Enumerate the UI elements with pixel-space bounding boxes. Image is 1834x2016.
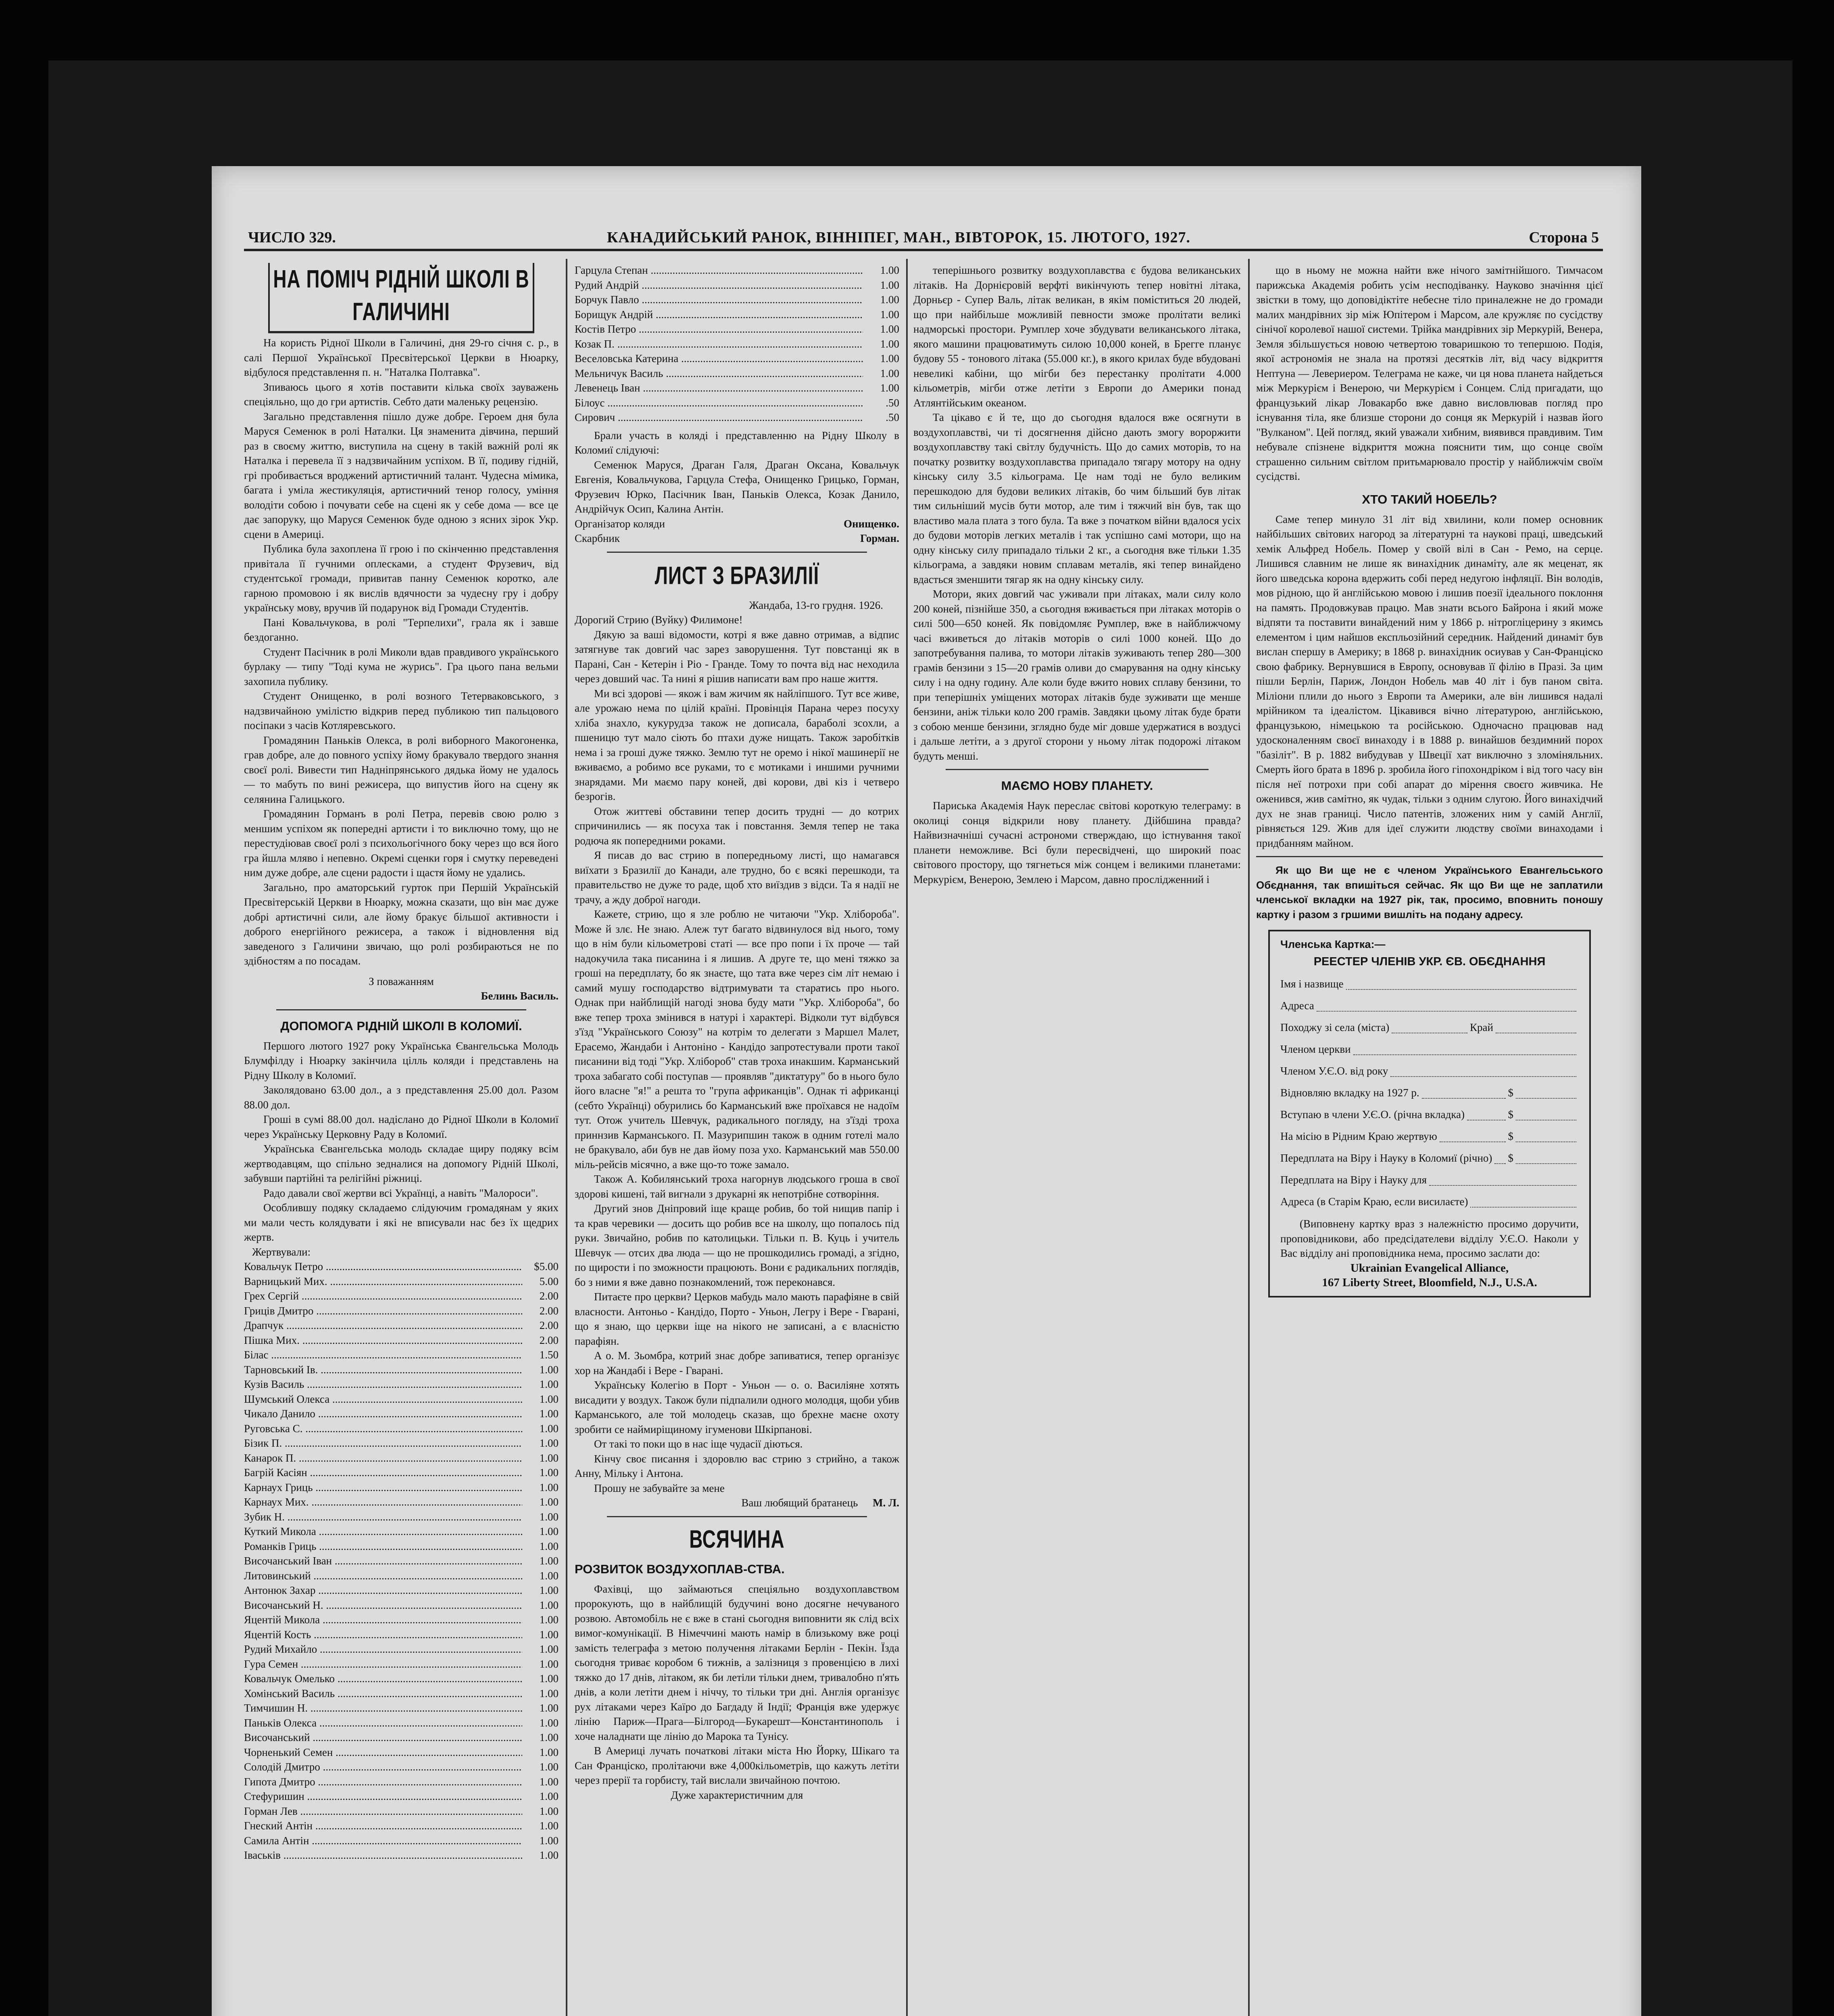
field-label: Відновляю вкладку на 1927 р. — [1280, 1087, 1419, 1099]
field-suffix: $ — [1508, 1130, 1513, 1142]
article-headline: ЛИСТ З БРАЗИЛІЇ — [654, 561, 819, 589]
treasurer-name: Горман. — [860, 532, 899, 544]
field-suffix: $ — [1508, 1152, 1513, 1164]
donor-name: Ковальчук Петро ..... — [244, 1259, 522, 1274]
donor-amount: 1.00 — [539, 1437, 559, 1449]
article-headline: НА ПОМІЧ РІДНІЙ ШКОЛІ В ГАЛИЧИНІ — [268, 263, 534, 333]
donor-amount: 1.00 — [539, 1363, 559, 1376]
field-label: Імя і назвище — [1280, 978, 1344, 990]
donor-row — [244, 1686, 559, 1701]
paragraph: Загально представлення пішло дуже добре. Героем дня була Маруся Семенюк в ролі Наталки. Ця знаменита дівчина, перший раз в своєму життю, виступила на сцену в такій важній ролі як Наталка і перевела її з надзвичайним успіхом. В її, подиву гідній, грі пробивається вроджений артистичний талант. Чудесна мімика, багата і умілa жестикуляція, артистичний тенор голосу, уміння володіти собою і почувати себе на сцені як у себе дома — все це дає запоруку, що Маруся Семенюк буде одною з ясних зірок Укр. сцени в Америці. — [244, 410, 559, 540]
donor-name: Веселовська Катерина ..... — [575, 351, 863, 366]
donor-name: Височанський Н. ..... — [244, 1598, 522, 1613]
donor-amount: 1.00 — [539, 1775, 559, 1788]
donor-name: Гарцула Степан ..... — [575, 263, 863, 278]
field-label: На місію в Рідним Краю жертвую — [1280, 1130, 1437, 1142]
field-blank[interactable] — [1470, 1191, 1576, 1208]
donor-row — [244, 1465, 559, 1480]
donor-row — [244, 1774, 559, 1789]
donor-amount: .50 — [886, 396, 899, 409]
field-blank[interactable] — [1516, 1125, 1576, 1142]
donor-row — [575, 322, 899, 337]
paragraph: А о. М. Зьомбра, котрий знає добре запиватися, тепер організує хор на Жандабі і Вере - Гварані. — [575, 1350, 899, 1377]
paragraph: Кінчу своє писання і здоровлю вас стрию з стрийно, а також Анну, Мільку і Антона. — [575, 1452, 899, 1479]
paragraph: Заколядовано 63.00 дол., а з представлення 25.00 дол. Разом 88.00 дол. — [244, 1084, 559, 1111]
donor-row — [244, 1480, 559, 1495]
donor-name: Гура Семен ..... — [244, 1657, 522, 1672]
field-label: Адреса — [1280, 1000, 1314, 1012]
donor-name: Яцентій Кость ..... — [244, 1627, 522, 1642]
donor-name: Литовинський ..... — [244, 1568, 522, 1583]
paragraph: Громадянин Паньків Олекса, в ролі виборного Макогоненка, грав добре, але до повного успіху йому бракувало твердого знання своєї ролі. Вивести тип Наднiпрянського дядька йому не удалось — то мабуть по вині режисера, що випустив його на сцену як селянина Галицького. — [244, 734, 559, 805]
paragraph: Громадянин Горманъ в ролі Петра, перевів свою ролю з меншим успіхом як попередні артисти і то виключно тому, що не перестудіював своєї ролі з психольогічного боку через що вся його гра йшла мляво і непевно. Окремі сценки горя і смутку переведені ним дуже добре, але сцени радости і щастя йому не удались. — [244, 808, 559, 879]
donor-amount: 1.00 — [539, 1378, 559, 1390]
donor-row — [244, 1760, 559, 1774]
donor-name: Солодій Дмитро ..... — [244, 1760, 522, 1774]
donor-row — [575, 337, 899, 352]
divider — [276, 1009, 526, 1010]
newspaper-page — [212, 166, 1641, 2016]
donor-amount: 2.00 — [539, 1290, 559, 1302]
donor-amount: 1.00 — [539, 1481, 559, 1493]
newspaper-title: КАНАДИЙСЬКИЙ РАНОК, ВІННІПЕГ, МАН., ВІВТОРОК, 15. ЛЮТОГО, 1927. — [607, 229, 1190, 246]
donor-amount: 1.00 — [880, 337, 899, 350]
paragraph: Брали участь в коляді і представленню на Рідну Школу в Коломиї слідуючі: — [575, 429, 899, 456]
article-body — [575, 627, 899, 1496]
donor-row — [244, 1730, 559, 1745]
donor-amount: 2.00 — [539, 1334, 559, 1346]
article-body — [244, 335, 559, 968]
org-label: Організатор коляди — [575, 517, 665, 530]
donor-amount: 2.00 — [539, 1304, 559, 1317]
field-label: Членом У.Є.О. від року — [1280, 1065, 1388, 1077]
field-blank[interactable] — [1422, 1082, 1506, 1099]
donor-name: Карнаух Гриць ..... — [244, 1480, 522, 1495]
form-field[interactable] — [1280, 995, 1579, 1016]
donor-row — [244, 1524, 559, 1539]
column-1 — [244, 263, 559, 2016]
donor-amount: 1.00 — [880, 294, 899, 306]
donor-name: Шумський Олекса ..... — [244, 1392, 522, 1407]
paragraph: Мотори, яких довгий час уживали при літаках, мали силу коло 200 коней, пізнійше 350, а сьогодня вживається при літаках моторів о силі 500—650 коней. Як повідомляє Румплер, вже в найближчому часі вживеться до літаків моторів о силі 1000 коней. Що до запотребування палива, то мотори літаків зуживають тепер 280—300 грамів бензини з 15—20 грамів оливи до смарування на одну кінську силу і на одну годину. Але коли буде вжито нових сплаву бензини, то при теперішніх уміщених моторах літаків буде зуживати ще менше бензини, аніж тільки коло 200 грамів. Завдяки цьому літак буде брати з собою менше бензини, зглядно буде міг довше удержатися в воздусі і дальше летіти, а з другої сторони у ньому літак подорожі літаком будуть менші. — [913, 588, 1241, 762]
donor-amount: 1.00 — [880, 323, 899, 335]
donor-name: Чикало Данило ..... — [244, 1406, 522, 1421]
donor-row — [575, 366, 899, 381]
donor-row — [244, 1318, 559, 1333]
form-field[interactable] — [1280, 1104, 1579, 1125]
field-blank[interactable] — [1392, 1016, 1467, 1033]
donor-name: Антонюк Захар ..... — [244, 1583, 522, 1598]
donor-amount: 1.00 — [539, 1746, 559, 1758]
donor-name: Мельничук Василь ..... — [575, 366, 863, 381]
article-headline: ХТО ТАКИЙ НОБЕЛЬ? — [1362, 492, 1497, 506]
article-headline: РОЗВИТОК ВОЗДУХОПЛАВ-СТВА. — [575, 1562, 785, 1576]
form-field[interactable] — [1280, 973, 1579, 995]
card-title: Членська Картка:— — [1280, 938, 1386, 950]
paragraph: Українська Євангельська молодь складае щиру подяку всім жертводавцям, що спільно зедналися на допомогу Рідній Школі, забувши партійні та релігійні ріжниці. — [244, 1143, 559, 1184]
donor-row — [244, 1804, 559, 1819]
donor-row — [244, 1671, 559, 1686]
donor-name: Борищук Андрій ..... — [575, 307, 863, 322]
donor-name: Білоус ..... — [575, 396, 863, 410]
field-suffix: Край — [1470, 1021, 1493, 1033]
field-blank[interactable] — [1353, 1038, 1576, 1055]
donor-name: Драпчук ..... — [244, 1318, 522, 1333]
paragraph: На користь Рідної Школи в Галичині, дня 29-го січня с. р., в салі Першої Української Пресвітерської Церкви в Нюарку, відбулося представлення п. н. "Наталка Полтавка". — [244, 337, 559, 378]
donor-name: Горман Лев ..... — [244, 1804, 522, 1819]
paragraph: Дякую за ваші відомости, котрі я вже давно отримав, а відпис затягнуве так довгий час зарез заворушення. Тут повстанці як в Паранi, Сан - Кетерін і Ріо - Гранде. Тому то почта від нас неходила через довший час. Та нині я рішив написати вам про наше життя. — [575, 628, 899, 685]
donor-name: Варницький Мих. ..... — [244, 1274, 522, 1289]
paragraph: Париська Академія Наук переслає світові короткую телеграму: в околиці сонця відкрили нову планету. Дійбшина правда? Найвизначніші сучасні астрономи стверждаю, що істнування такої планети неможливе. Всі були пересвідчені, що широкий поас світового простору, що тягнеться між сонцем і великими планетами: Меркурієм, Венерою, Землею і Марсом, давно прослідженний і — [913, 800, 1241, 885]
paragraph: що в ньому не можна найти вже нічого замітнійшого. Тимчасом парижська Академія робить усім несподіванку. Науково значіння цієї звістки в тому, що доповідіктіте небесне тіло приналежне не до громади малих мандрівних зір між Юпітером і Марсом, але кружляє по сусідству сінічої королевої нашої системи. Трійка мандрівних зір Меркурій, Венера, Земля збільшується новою четвертою товаришкою то тепершою. Подія, якої астрономія не знала на протязі десятків літ, від часу відкриття Нептуна — Левериером. Телеграма не каже, чи ця нова планета найдеться між Меркурієм і Венерою, чи Меркурієм і Сонцем. Слід пригадати, що французький лікар Ловакарбо вже давно висловлював погляд про існування тіла, яке близше сторони до сонця як Меркурій і назвав його "Вулканом". Цей погляд, який уважали хибним, виявився правдивим. Тим небувале спізнене відкриття можна пояснити тим, що сонце своїм страшенно сильним світлом притьмарювало простір у найближчім своїм сусідстві. — [1256, 264, 1603, 482]
donor-row — [244, 1818, 559, 1833]
donor-name: Стефуришин ..... — [244, 1789, 522, 1804]
donor-name: Зубик Н. ..... — [244, 1510, 522, 1524]
column-2 — [575, 263, 899, 2016]
donor-row — [244, 1716, 559, 1731]
donor-row — [244, 1333, 559, 1348]
field-label: Передплата на Віру і Науку в Коломиї (річно) — [1280, 1152, 1492, 1164]
field-blank[interactable] — [1516, 1082, 1576, 1099]
donor-name: Височанський Іван ..... — [244, 1554, 522, 1568]
donor-row — [244, 1274, 559, 1289]
donor-amount: 1.00 — [880, 308, 899, 321]
donor-name: Яцентій Микола ..... — [244, 1612, 522, 1627]
page-number: Сторона 5 — [1529, 229, 1599, 246]
article-headline: МАЄМО НОВУ ПЛАНЕТУ. — [1001, 779, 1153, 793]
donor-amount: 1.00 — [539, 1790, 559, 1802]
donor-amount: 1.00 — [539, 1452, 559, 1464]
donor-amount: 1.00 — [539, 1658, 559, 1670]
paragraph: Прошу не забувайте за мене — [594, 1482, 725, 1494]
donor-name: Борчук Павло ..... — [575, 292, 863, 307]
form-field[interactable] — [1280, 1147, 1579, 1169]
donor-row — [244, 1539, 559, 1554]
donor-name: Костів Петро ..... — [575, 322, 863, 337]
signature-name: М. Л. — [873, 1497, 899, 1509]
donor-name: Хомінський Василь ..... — [244, 1686, 522, 1701]
donor-name: Козак П. ..... — [575, 337, 863, 352]
field-label: Вступаю в члени У.Є.О. (річна вкладка) — [1280, 1108, 1465, 1120]
donor-amount: 1.00 — [539, 1687, 559, 1699]
column-4 — [1256, 263, 1603, 2016]
membership-appeal: Як що Ви ще не є членом Українського Евангельського Обєднання, так впишіться сейчас. Як що Ви ще не заплатили членської вкладки на 1927 рік, так, просимо, вповнить поношу картку і разом з гршими вишліть на подану адресу. — [1256, 864, 1603, 921]
paragraph: От такі то поки що в нас іще чудасії діються. — [594, 1438, 803, 1450]
donor-row — [575, 307, 899, 322]
donor-list — [575, 263, 899, 425]
donor-amount: 1.00 — [539, 1599, 559, 1611]
donor-name: Грех Сергій ..... — [244, 1289, 522, 1304]
donor-amount: 1.00 — [539, 1584, 559, 1596]
paragraph: Зпиваюсь цього я хотів поставити кілька своїх зауважень спеціяльно, що до гри артистів. Себто дати маленьку рецензію. — [244, 381, 559, 408]
donor-name: Карнаух Мих. ..... — [244, 1495, 522, 1510]
field-label: Адреса (в Старім Краю, если висилаєте) — [1280, 1195, 1468, 1208]
paragraph: В Америці лучать початкові літаки міста Ню Йорку, Шікаго та Сан Франціско, пролітаючи вже 4,000кільометрів, що кажуть летіти через прерії та горбисту, тай вислали звичайною почтою. — [575, 1745, 899, 1786]
paragraph: Студент Онищенко, в ролі возного Тетерваковського, з надзвичайною умілістю відкрив перед публикою тип пальцового посіпаки з часів Котляревського. — [244, 690, 559, 731]
field-blank[interactable] — [1429, 1169, 1576, 1186]
donor-row — [244, 1304, 559, 1318]
donor-name: Канарок П. ..... — [244, 1451, 522, 1466]
donor-row — [575, 410, 899, 425]
donor-name: Бізик П. ..... — [244, 1436, 522, 1451]
greeting: Дорогий Стрию (Вуйку) Филимоне! — [575, 614, 743, 626]
field-blank[interactable] — [1496, 1016, 1576, 1033]
org-name: Онищенко. — [844, 517, 899, 530]
paragraph: Українську Колегію в Порт - Уньон — о. о. Василіяне хотять висадити у воздух. Також були підпалили одного молодця, щоби убив Карманського, але той молодець сказав, що брехне маєне охоту зробити се наймиріщиному ігуменови Шкірпанові. — [575, 1379, 899, 1435]
donors-label: Жертвували: — [252, 1245, 311, 1258]
donor-amount: 1.00 — [880, 279, 899, 291]
paragraph: Першого лютого 1927 року Українська Євангельська Молодь Блумфілду і Нюарку закінчила цілль коляди і представлень на Рідну Школу в Коломиї. — [244, 1039, 559, 1081]
donor-amount: 1.50 — [539, 1349, 559, 1361]
donor-amount: 1.00 — [539, 1422, 559, 1435]
donor-name: Куткий Микола ..... — [244, 1524, 522, 1539]
field-label: Передплата на Віру і Науку для — [1280, 1174, 1427, 1186]
issue-number: ЧИСЛО 329. — [248, 229, 336, 246]
paragraph: Радо давали свої жертви всі Українці, а навіть "Малороси". — [263, 1187, 538, 1199]
donor-amount: 1.00 — [539, 1393, 559, 1405]
field-blank[interactable] — [1346, 973, 1576, 990]
donor-amount: 1.00 — [539, 1820, 559, 1832]
donor-name: Ковальчук Омелько ..... — [244, 1671, 522, 1686]
paragraph: Гроші в сумі 88.00 дол. надіслано до Рідної Школи в Коломиї через Українську Церковну Раду в Коломиї. — [244, 1113, 559, 1140]
donor-amount: 5.00 — [539, 1275, 559, 1287]
donor-list — [244, 1259, 559, 1863]
donor-row — [244, 1392, 559, 1407]
donor-amount: 1.00 — [880, 367, 899, 379]
article-body — [575, 428, 899, 516]
donor-amount: 1.00 — [539, 1569, 559, 1582]
donor-amount: 1.00 — [539, 1731, 559, 1743]
form-field[interactable] — [1280, 1082, 1579, 1104]
donor-row — [244, 1848, 559, 1863]
article-body — [1256, 512, 1603, 851]
donor-name: Тарновський Ів. ..... — [244, 1362, 522, 1377]
donor-name: Левенець Іван ..... — [575, 381, 863, 396]
donor-name: Рудий Михайло ..... — [244, 1642, 522, 1657]
card-heading: РЕЕСТЕР ЧЛЕНІВ УКР. ЄВ. ОБЄДНАННЯ — [1313, 955, 1546, 968]
donor-name: Білас ..... — [244, 1347, 522, 1362]
donor-name: Іваськів ..... — [244, 1848, 522, 1863]
donor-row — [244, 1362, 559, 1377]
donor-name: Чорненький Семен ..... — [244, 1745, 522, 1760]
paragraph: Особлившу подяку складаемо слідуючим громадянам у яких ми мали честь колядувати і які не вписували нас без їх щедрих жертв. — [244, 1202, 559, 1243]
form-field[interactable] — [1280, 1169, 1579, 1191]
donor-amount: 1.00 — [539, 1716, 559, 1729]
donor-name: Тимчишин Н. ..... — [244, 1701, 522, 1716]
donor-name: Романків Гриць ..... — [244, 1539, 522, 1554]
paragraph: Ми всі здорові — якож і вам жичим як найліпшого. Тут все живе, але урожаю нема по цілій країні. Провінція Парана через посуху хліба знахло, кукурудза також не дописала, бараболі зсохли, а пшеницю тут мало сіють бо птахи дуже нищать. Також заробітків нема і за гроші дуже тяжко. Землю тут не оремо і нікої машинерії не вживаємо, а робимо все руками, то є мотиками і иншими ручними знарядами. Ми маємо пару коней, дві корови, дві кіз і четверо безрогів. — [575, 687, 899, 802]
paragraph: Загально, про аматорський гурток при Першій Українській Пресвітерській Церкви в Нюарку, можна сказати, що він має дуже добрі артистичні сили, але йому бракує більшої активности і доброго енергійного режисера, а також і відновлення від заведеного з Галичини звичаю, що ролі розбираються не по здібностям а по посадам. — [244, 881, 559, 967]
donor-row — [575, 278, 899, 293]
donor-name: Самила Антін ..... — [244, 1833, 522, 1848]
field-suffix: $ — [1508, 1087, 1513, 1099]
donor-amount: 1.00 — [539, 1628, 559, 1641]
column-3 — [913, 263, 1241, 2016]
form-field[interactable] — [1280, 1038, 1579, 1060]
donor-amount: 1.00 — [539, 1496, 559, 1508]
donor-row — [244, 1701, 559, 1716]
card-instructions: (Виповнену картку враз з належністю просимо доручити, проповідникови, або предсідателеви відділу У.Є.О. Наколи у Вас відділу ані проповідника нема, просимо заслати до: — [1280, 1218, 1579, 1259]
donor-row — [244, 1421, 559, 1436]
donor-name: Сирович ..... — [575, 410, 863, 425]
donor-amount: 1.00 — [539, 1525, 559, 1537]
paragraph: Саме тепер минуло 31 літ від хвилини, коли помер основник найбільших світових нагород за літературні та наукові праці, шведський хемік Альфред Нобель. Помер у своїй вілі в Сан - Ремо, на серце. Лишився славним не лише як винахідник динаміту, але як меценат, як його шведська корона вдержить собі перед недугою інфляції. Він володів, мов рідною, що й англійською мовою і лишив поезії ідеального поклоння на память. Продовжував працю. Мав знати всього Байрона і який може відпяти та поставити винайдений ним у 1866 р. нітрогліцерину з якимсь елементом і цим найшов експльозійний середник. Найдений динаміт був вислан спершу в Америку; в 1868 р. винахідник осиував у Сан-Франціско свою фабрику. Вернувшися в Европу, основував її філію в Празі. За цим пішли Берлін, Париж, Лондон Нобель мав 40 літ і був паном світа. Міліони плили до нього з Европи та Америки, але він лишився надалі мрійником та ідеалістом. Цікавився вічно літературою, англійською, французькою, німецькою та російською. Одночасно працював над удосконаленням своєї винаходу і в 1888 р. винайшов бездимний порох "базіліт". В р. 1882 вибудував у Швеції хат виключно з зломіняльних. Смерть його брата в 1896 р. зробила його гіпохондріком і від того часу він після неї потрохи при собі апарат до мірення своєго живчика. Не оженився, жив самітно, як чудак, тільки з одним слугою. Його винахідчий дух не знав границі. Число патентів, зложених ним у самій Англії, рівняється 129. Жив для ідеї служити людству своїми винаходами і придбанням майном. — [1256, 513, 1603, 849]
divider — [607, 552, 867, 553]
paragraph: Та цікаво є й те, що до сьогодня вдалося вже осягнути в воздухоплавстві, чи ті досягнення дійсно дають змогу вороржити воздухоплавству такі світлу будучність. Що до самих моторів, то на початку розвитку воздухоплавства припадало тягару мотору на одну кінську силу 3.5 кільограма. Це нам тоді не було великим перешкодою для будови великих літаків, бо чим більший був літак тим сильніший мусів бути мотор, але тим і тяжчий він був, так що властиво мала плата з того була. Та вже з початком війни вдалося усіх до будови моторів легких металів і так успішно самі мотори, що на одну кінську силу припадало тільки 2 кг., а сьогодня вже тільки 1.35 кільограма, а завдяки новим сплавам металів, які тепер винайдено вдасться зменшити тягар як на одну кінську силу. — [913, 411, 1241, 585]
donor-name: Гнеский Антін ..... — [244, 1818, 522, 1833]
article-headline: ДОПОМОГА РІДНІЙ ШКОЛІ В КОЛОМИЇ. — [280, 1018, 522, 1033]
organizers — [575, 516, 899, 546]
donor-name: Височанський ..... — [244, 1730, 522, 1745]
donor-row — [244, 1406, 559, 1421]
field-suffix: $ — [1508, 1108, 1513, 1120]
donor-row — [575, 292, 899, 307]
membership-card — [1268, 930, 1591, 1297]
field-blank[interactable] — [1516, 1147, 1576, 1164]
dateline: Жандаба, 13-го грудня. 1926. — [749, 599, 883, 611]
divider — [1256, 856, 1603, 857]
donor-row — [575, 351, 899, 366]
field-blank[interactable] — [1317, 995, 1576, 1012]
donor-amount: 1.00 — [880, 352, 899, 364]
donor-amount: 1.00 — [539, 1555, 559, 1567]
column-rule — [1248, 259, 1250, 2016]
donor-name: Руговська С. ..... — [244, 1421, 522, 1436]
donor-amount: 1.00 — [539, 1834, 559, 1847]
section-headline: ВСЯЧИНА — [689, 1524, 785, 1553]
column-rule — [566, 259, 567, 2016]
field-blank[interactable] — [1390, 1060, 1576, 1077]
donor-name: Кузів Василь ..... — [244, 1377, 522, 1392]
donor-amount: 1.00 — [539, 1672, 559, 1685]
donor-amount: $5.00 — [534, 1260, 559, 1272]
donor-row — [244, 1436, 559, 1451]
donor-row — [244, 1259, 559, 1274]
donor-amount: 1.00 — [539, 1614, 559, 1626]
paragraph: Питаєте про церкви? Церков мабудь мало мають парафіяне в свій власности. Антоньо - Кандідо, Порто - Уньон, Легру і Вере - Гварані, що я знаю, що церкви іще на нікого не записані, а є власністю парафіян. — [575, 1291, 899, 1347]
donor-amount: 1.00 — [539, 1466, 559, 1479]
letter-signature — [575, 1495, 899, 1510]
field-blank[interactable] — [1440, 1125, 1506, 1142]
signature-label: Ваш любящий братанець — [741, 1497, 858, 1509]
donor-row — [244, 1451, 559, 1466]
donor-amount: 1.00 — [539, 1849, 559, 1861]
article-body — [913, 263, 1241, 763]
form-field[interactable] — [1280, 1191, 1579, 1212]
donor-amount: 1.00 — [539, 1510, 559, 1523]
donor-name: Багрій Касіян ..... — [244, 1465, 522, 1480]
divider — [946, 769, 1209, 770]
field-blank[interactable] — [1516, 1104, 1576, 1120]
donor-row — [575, 381, 899, 396]
donor-amount: 1.00 — [539, 1761, 559, 1773]
paragraph: Отож життеві обставини тепер досить трудні — до котрих спричинились — як посуха так і повстання. Земля тепер не така родюча як попередними роками. — [575, 805, 899, 847]
donor-row — [575, 396, 899, 410]
donor-row — [244, 1568, 559, 1583]
form-field[interactable] — [1280, 1125, 1579, 1147]
donor-row — [244, 1745, 559, 1760]
paragraph: Студент Пасічник в ролі Миколи вдав правдивого українського бурлаку — типу "Тоді кума не журись". Гра цього пана вельми захопила публику. — [244, 646, 559, 687]
field-blank[interactable] — [1467, 1104, 1505, 1120]
donor-amount: 1.00 — [539, 1643, 559, 1655]
donor-row — [244, 1642, 559, 1657]
address-line-1: Ukrainian Evangelical Alliance, — [1350, 1261, 1509, 1275]
field-label: Членом церкви — [1280, 1043, 1351, 1055]
donor-row — [244, 1657, 559, 1672]
donor-name: Паньків Олекса ..... — [244, 1716, 522, 1731]
donor-name: Пiшка Мих. ..... — [244, 1333, 522, 1348]
author-signature: Белинь Василь. — [481, 990, 559, 1002]
paragraph: Також А. Кобилянський троха нагорнув людського гроша в свої здорові кишені, тай вигнали з друкарні як непотрібне сотворіння. — [575, 1173, 899, 1200]
donor-row — [244, 1495, 559, 1510]
donor-row — [244, 1598, 559, 1613]
address-line-2: 167 Liberty Street, Bloomfield, N.J., U.S.A. — [1322, 1276, 1537, 1289]
divider — [607, 1516, 867, 1517]
donor-row — [244, 1627, 559, 1642]
donor-name: Гипота Дмитро ..... — [244, 1774, 522, 1789]
donor-amount: 1.00 — [880, 382, 899, 394]
paragraph: Пані Ковальчукова, в ролі "Терпелихи", грала як і завше бездоганно. — [244, 616, 559, 643]
form-field[interactable] — [1280, 1060, 1579, 1082]
donor-row — [244, 1789, 559, 1804]
donor-row — [244, 1347, 559, 1362]
donor-amount: 1.00 — [539, 1408, 559, 1420]
paragraph: Я писав до вас стрию в попередньому листі, що намагався виїхати з Бразилії до Канади, але трудно, бо є всякі перешкоди, та правительство не дуже то раде, щоб хто виїздив з відси. Та я надії не трачу, а жду доброї нагоди. — [575, 849, 899, 906]
article-body — [575, 1582, 899, 1788]
masthead — [244, 225, 1603, 251]
donor-amount: 1.00 — [880, 264, 899, 276]
donor-row — [575, 263, 899, 278]
donor-name: Рудий Андрій ..... — [575, 278, 863, 293]
donor-amount: 1.00 — [539, 1805, 559, 1817]
field-label: Походжу зі села (міста) — [1280, 1021, 1390, 1033]
paragraph: Кажете, стрию, що я зле роблю не читаючи "Укр. Хлібороба". Може й злє. Не знаю. Алеж тут багато відвинулося від нього, тому що в нім були кільометрові статі — все про попи і їх проче — тай надокучила така писанина і я лишив. А друге те, що мені тяжко за гроші на передплату, бо як знаєте, що тата вже через сім літ немаю і самий мушу господарство відтримувати та старатись про нього. Однак при найблищій нагоді знова буду мати "Укр. Хлібороба", бо вже тепер троха змінився в натурі і характері. Відколи тут відбувся з'їзд "Українського Союзу" на котрім то делегати з Маршел Малет, Ерасемо, Жандаби і Антоніно - Кандідо запротестували проти такої писанини від тоді "Укр. Хлібороб" став троха инакшим. Карманський троха забагато собі поступав — проявляв "диктатуру" бо в нього було його власне "я!" а решта то "група африканців". Однак ті африканці (себто Українці) обурились бо Карманський вже проїхався не надоїм тут. Отож учитель Шевчук, радикального погляду, на з'їзді троха приннзив Карманського. П. Мазурипшин також в одним готелі мало не бракувало, аби був не дав йому поза ухо. Карманський мав 550.00 міль-рейсів місячно, а вже що-то тоже замало. — [575, 908, 899, 1170]
article-body — [1256, 263, 1603, 484]
paragraph: Другий знов Дніпровий іще краще робив, бо той нищив папір і та крав черевики — досить що робив все на школу, що попалось під руки. Звичайно, робив по католицьки. Тільки п. В. Куць і учитель Шевчук — отсих два люда — що не прошкодились громаді, а згідно, по щирости і по зможности працюють. Вони є радикальних поглядів, бо з ними я вже давно познакомлений, тож переконався. — [575, 1202, 899, 1288]
card-fields — [1280, 973, 1579, 1212]
paragraph: теперішнього розвитку воздухоплавства є будова великанських літаків. На Дорнієровій верфті викінчують тепер новітні літака, Дорньєр - Супер Валь, літак великан, в якім поміститься 20 людей, що при найбільше можливій певности зможе пролітати великі надморські простори. Румплер хоче збудувати великанського літака, якого машини працюватимуть силою 10,000 коней, в Брегге планує будову 55 - тонового літака (55.000 кг.), в якого крилах буде вбудовані невеликі кабіни, що мігби без перестанку пролітати 4.000 кільометрів, мігби отже летіти з Европи до Америки понад Атлянтійським океаном. — [913, 264, 1241, 409]
article-body — [913, 798, 1241, 887]
article-body — [244, 1039, 559, 1245]
donor-row — [244, 1833, 559, 1848]
article-continuation: Дуже характеристичним для — [671, 1789, 803, 1801]
donor-row — [244, 1510, 559, 1524]
donor-amount: .50 — [886, 411, 899, 423]
donor-row — [244, 1289, 559, 1304]
donor-amount: 1.00 — [539, 1702, 559, 1714]
donor-name: Гриців Дмитро ..... — [244, 1304, 522, 1318]
donor-row — [244, 1377, 559, 1392]
paragraph: Публика була захоплена її грою і по скінченню представлення привітала її гучними оплесками, а студент Фрузевич, від студентської громади, привитав панну Семенюк коротко, але гарною промовою і як вислів вдячности за чудесну гру і добру українську мову, вручив їй подарунок від Громади Студентів. — [244, 543, 559, 614]
field-blank[interactable] — [1494, 1147, 1505, 1164]
donor-row — [244, 1554, 559, 1568]
form-field[interactable] — [1280, 1016, 1579, 1038]
donor-row — [244, 1612, 559, 1627]
treasurer-label: Скарбник — [575, 532, 620, 544]
donor-amount: 1.00 — [539, 1540, 559, 1552]
closing: З поважанням — [369, 975, 434, 987]
donor-amount: 2.00 — [539, 1319, 559, 1331]
column-rule — [906, 259, 908, 2016]
donor-row — [244, 1583, 559, 1598]
paragraph: Фахівці, що займаються спеціяльно воздухоплавством пророкують, що в найблищій будучині воно досягне нечуваного розвою. Автомобіль не є вже в стані сьогодня виповнити як слід всіх вимог-комунікації. В Німеччині мають намір в близькому вже році замість телеграфа з метою получення літаками Берлін - Пекін. Їзда сьогодня триває коробом 6 тижнів, а залізниця з провенцією в лихі тяжко до 17 днів, літаком, як би летіли тільки днем, тривалобно п'ять днів, а коли летіти днем і ніччу, то тільки три дні. Англія організує рух літаками через Каїро до Багдаду й Індії; Франція вже удержує лінію Париж—Прага—Білгород—Букарешт—Константинополь і хоче наладнати ще лінію до Марока та Тунісу. — [575, 1583, 899, 1742]
paragraph: Семенюк Маруся, Драган Галя, Драган Оксана, Ковальчук Евгенія, Ковальчукова, Гарцула Стефа, Онищенко Грицько, Горман, Фрузевич Юрко, Пасічник Іван, Паньків Олекса, Козак Данило, Андрійчук Осип, Калина Антін. — [575, 458, 899, 515]
